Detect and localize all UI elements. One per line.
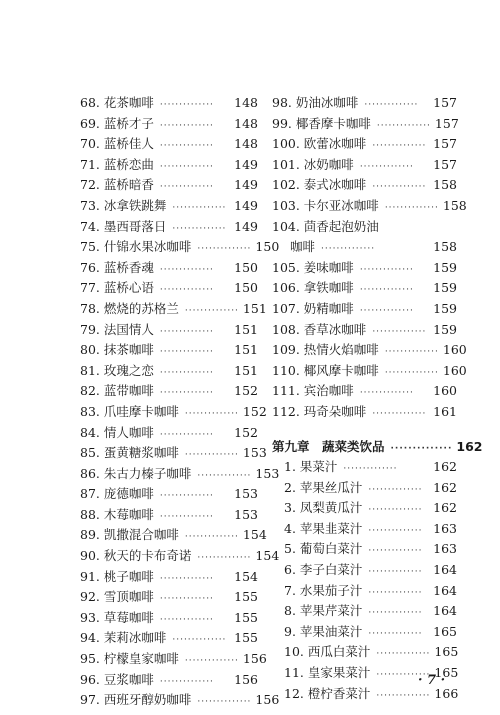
toc-entry-page: 152 (234, 383, 258, 399)
toc-entry-multiline-first (272, 217, 457, 238)
toc-entry (80, 299, 267, 320)
toc-entry-page: 150 (255, 239, 280, 255)
toc-entry-page: 149 (234, 218, 258, 234)
toc-right-column (272, 93, 483, 704)
toc-entry (80, 340, 258, 361)
toc-entry-page: 156 (242, 651, 267, 667)
toc-entry-title: 73. 冰拿铁跳舞 (80, 197, 167, 213)
toc-entry (272, 498, 457, 519)
toc-entry (272, 601, 457, 622)
toc-entry (272, 381, 457, 402)
toc-entry (80, 505, 258, 526)
toc-entry-page: 157 (434, 115, 459, 131)
dot-leader: ·············· (159, 573, 214, 584)
toc-entry (272, 457, 457, 478)
dot-leader: ·············· (384, 347, 439, 358)
chapter-heading (272, 437, 483, 458)
toc-entry (80, 217, 258, 238)
dot-leader: ·············· (184, 532, 239, 543)
toc-entry-title: 102. 泰式冰咖啡 (272, 177, 367, 193)
dot-leader: ·············· (368, 525, 423, 536)
toc-entry (80, 320, 258, 341)
toc-entry (80, 237, 280, 258)
dot-leader: ·············· (159, 141, 214, 152)
toc-entry (272, 519, 457, 540)
toc-entry (80, 649, 267, 670)
toc-entry-title: 111. 宾治咖啡 (272, 383, 354, 399)
toc-entry (80, 670, 258, 691)
toc-entry-page: 156 (234, 671, 258, 687)
toc-entry (80, 423, 258, 444)
toc-entry-title: 84. 情人咖啡 (80, 424, 154, 440)
dot-leader: ·············· (159, 511, 214, 522)
toc-entry-page: 151 (234, 321, 258, 337)
toc-entry (80, 628, 258, 649)
toc-entry-page: 164 (433, 582, 457, 598)
toc-entry-page: 162 (433, 479, 457, 495)
dot-leader: ·············· (372, 408, 427, 419)
dot-leader: ·············· (384, 202, 439, 213)
toc-entry (80, 196, 258, 217)
toc-entry (272, 299, 457, 320)
dot-leader: ·············· (359, 161, 414, 172)
toc-entry-title: 100. 欧蕾冰咖啡 (272, 136, 367, 152)
dot-leader: ·············· (159, 264, 214, 275)
toc-entry (80, 443, 267, 464)
toc-entry-page: 166 (434, 685, 459, 701)
toc-entry-page: 162 (456, 438, 483, 454)
toc-entry (272, 560, 457, 581)
chapter-spacer (272, 423, 457, 437)
toc-entry-page: 158 (433, 239, 457, 255)
dot-leader: ·············· (343, 464, 398, 475)
toc-entry-title: 72. 蓝桥暗香 (80, 177, 154, 193)
dot-leader: ·············· (159, 429, 214, 440)
toc-entry-page: 154 (242, 527, 267, 543)
dot-leader: ·············· (368, 628, 423, 639)
toc-entry-title: 6. 李子白菜汁 (284, 562, 363, 578)
toc-entry-page: 155 (234, 589, 258, 605)
toc-entry-title: 90. 秋天的卡布奇诺 (80, 548, 192, 564)
dot-leader: ·············· (359, 305, 414, 316)
dot-leader: ·············· (197, 697, 252, 708)
dot-leader: ·············· (321, 244, 376, 255)
dot-leader: ·············· (159, 326, 214, 337)
dot-leader: ·············· (159, 285, 214, 296)
toc-entry-title: 95. 柠檬皇家咖啡 (80, 651, 179, 667)
toc-entry (80, 258, 258, 279)
toc-entry-title: 97. 西班牙醇奶咖啡 (80, 692, 192, 708)
toc-entry (272, 539, 457, 560)
dot-leader: ·············· (368, 505, 423, 516)
toc-entry (80, 361, 258, 382)
dot-leader: ·············· (368, 546, 423, 557)
toc-entry (272, 278, 457, 299)
toc-entry-page: 159 (433, 321, 457, 337)
toc-entry-title: 104. 茴香起泡奶油 (272, 218, 379, 234)
dot-leader: ·············· (172, 202, 227, 213)
dot-leader: ·············· (359, 264, 414, 275)
toc-entry (80, 278, 258, 299)
toc-entry-title: 109. 热情火焰咖啡 (272, 342, 379, 358)
toc-entry-page: 160 (442, 362, 467, 378)
toc-entry-page: 162 (433, 500, 457, 516)
toc-entry-title: 110. 椰风摩卡咖啡 (272, 362, 379, 378)
toc-entry-page: 148 (234, 136, 258, 152)
toc-entry-title: 82. 蓝带咖啡 (80, 383, 154, 399)
toc-entry (272, 478, 457, 499)
toc-entry-title: 88. 木莓咖啡 (80, 506, 154, 522)
toc-entry-title: 68. 花茶咖啡 (80, 95, 154, 110)
dot-leader: ·············· (172, 635, 227, 646)
toc-entry (80, 93, 258, 114)
dot-leader: ·············· (159, 120, 214, 131)
toc-entry-page: 153 (242, 445, 267, 461)
toc-entry-title: 91. 桃子咖啡 (80, 568, 154, 584)
dot-leader: ·············· (184, 305, 239, 316)
toc-entry-title: 87. 庞德咖啡 (80, 486, 154, 502)
toc-entry-page: 153 (255, 465, 280, 481)
toc-entry (80, 587, 258, 608)
dot-leader: ·············· (197, 470, 252, 481)
toc-entry (272, 622, 457, 643)
dot-leader: ·············· (159, 676, 214, 687)
toc-entry-page: 155 (234, 630, 258, 646)
toc-entry (80, 402, 267, 423)
toc-entry-page: 165 (434, 644, 459, 660)
toc-entry-title: 86. 朱古力榛子咖啡 (80, 465, 192, 481)
toc-entry-title: 70. 蓝桥佳人 (80, 136, 154, 152)
dot-leader: ·············· (376, 690, 431, 701)
toc-entry (80, 608, 258, 629)
toc-entry-page: 161 (433, 403, 457, 419)
toc-entry-title: 74. 墨西哥落日 (80, 218, 167, 234)
dot-leader: ·············· (376, 649, 431, 660)
toc-entry-page: 157 (433, 136, 457, 152)
toc-entry (272, 581, 457, 602)
toc-entry (272, 155, 457, 176)
toc-entry-page: 148 (234, 95, 258, 110)
toc-entry-page: 159 (433, 300, 457, 316)
toc-entry (272, 361, 467, 382)
toc-entry-page: 160 (433, 383, 457, 399)
dot-leader: ·············· (184, 450, 239, 461)
toc-entry-page: 163 (433, 520, 457, 536)
toc-entry-title: 99. 椰香摩卡咖啡 (272, 115, 371, 131)
dot-leader: ·············· (159, 100, 214, 110)
toc-entry-page: 152 (234, 424, 258, 440)
toc-entry-page: 157 (433, 156, 457, 172)
toc-entry (272, 93, 457, 114)
dot-leader: ·············· (390, 443, 453, 454)
toc-entry-title: 85. 蛋黄糖浆咖啡 (80, 445, 179, 461)
toc-entry-title: 103. 卡尔亚冰咖啡 (272, 197, 379, 213)
toc-entry-title: 1. 果菜汁 (284, 459, 338, 475)
dot-leader: ·············· (384, 367, 439, 378)
toc-entry-title: 7. 水果茄子汁 (284, 582, 363, 598)
toc-entry-title: 10. 西瓜白菜汁 (284, 644, 371, 660)
toc-entry-page: 163 (433, 541, 457, 557)
toc-entry-page: 156 (255, 692, 280, 708)
toc-entry-page: 151 (234, 342, 258, 358)
toc-entry (272, 196, 467, 217)
dot-leader: ·············· (159, 367, 214, 378)
toc-entry (80, 690, 280, 711)
dot-leader: ·············· (159, 388, 214, 399)
toc-entry-title: 9. 苹果油菜汁 (284, 623, 363, 639)
toc-entry-page: 158 (442, 197, 467, 213)
toc-entry-page: 157 (433, 95, 457, 110)
toc-entry (80, 155, 258, 176)
toc-entry (272, 175, 457, 196)
toc-entry (80, 381, 258, 402)
toc-entry-title: 75. 什锦水果冰咖啡 (80, 239, 192, 255)
toc-entry (80, 464, 280, 485)
toc-entry (272, 402, 457, 423)
toc-entry-title: 2. 苹果丝瓜汁 (284, 479, 363, 495)
toc-entry (272, 258, 457, 279)
dot-leader: ·············· (376, 120, 431, 131)
toc-entry-title: 4. 苹果韭菜汁 (284, 520, 363, 536)
dot-leader: ·············· (159, 182, 214, 193)
toc-entry-page: 158 (433, 177, 457, 193)
toc-entry-title: 12. 橙柠香菜汁 (284, 685, 371, 701)
toc-entry-title: 96. 豆浆咖啡 (80, 671, 154, 687)
toc-entry-page: 149 (234, 177, 258, 193)
toc-entry-page: 153 (234, 486, 258, 502)
toc-entry-page: 150 (234, 259, 258, 275)
toc-entry-title: 89. 凯撒混合咖啡 (80, 527, 179, 543)
toc-entry-page: 154 (255, 548, 280, 564)
toc-entry-title: 80. 抹茶咖啡 (80, 342, 154, 358)
toc-entry-title-continued: 咖啡 (290, 239, 316, 255)
toc-entry (80, 134, 258, 155)
toc-entry-page: 165 (433, 623, 457, 639)
toc-entry-title: 8. 苹果芹菜汁 (284, 603, 363, 619)
toc-entry-page: 151 (242, 300, 267, 316)
toc-entry-page: 149 (234, 156, 258, 172)
dot-leader: ·············· (364, 100, 419, 110)
toc-entry-title: 第九章 蔬菜类饮品 (272, 438, 385, 454)
toc-left-column (80, 93, 280, 711)
toc-entry-title: 107. 奶精咖啡 (272, 300, 354, 316)
dot-leader: ·············· (184, 408, 239, 419)
toc-entry-title: 101. 冰奶咖啡 (272, 156, 354, 172)
toc-entry-page: 149 (234, 197, 258, 213)
toc-entry-page: 162 (433, 459, 457, 475)
dot-leader: ·············· (359, 285, 414, 296)
toc-entry-title: 11. 皇家果菜汁 (284, 665, 371, 681)
toc-entry-title: 81. 玫瑰之恋 (80, 362, 154, 378)
toc-entry-page: 154 (234, 568, 258, 584)
toc-entry-page: 155 (234, 609, 258, 625)
dot-leader: ·············· (359, 388, 414, 399)
dot-leader: ·············· (159, 594, 214, 605)
dot-leader: ·············· (368, 608, 423, 619)
toc-entry-title: 76. 蓝桥香魂 (80, 259, 154, 275)
toc-entry (272, 114, 457, 135)
dot-leader: ·············· (368, 484, 423, 495)
toc-entry-title: 92. 雪顶咖啡 (80, 589, 154, 605)
toc-entry-title: 112. 玛奇朵咖啡 (272, 403, 367, 419)
dot-leader: ·············· (159, 614, 214, 625)
dot-leader: ·············· (184, 656, 239, 667)
toc-entry-title: 98. 奶油冰咖啡 (272, 95, 359, 110)
toc-entry (80, 114, 258, 135)
toc-entry (80, 525, 267, 546)
toc-entry-page: 152 (242, 403, 267, 419)
toc-entry-title: 71. 蓝桥恋曲 (80, 156, 154, 172)
toc-entry-title: 77. 蓝桥心语 (80, 280, 154, 296)
toc-entry-page: 148 (234, 115, 258, 131)
dot-leader: ·············· (368, 587, 423, 598)
toc-entry-title: 106. 拿铁咖啡 (272, 280, 354, 296)
dot-leader: ·············· (372, 182, 427, 193)
toc-entry-title: 78. 燃烧的苏格兰 (80, 300, 179, 316)
toc-entry-title: 105. 姜味咖啡 (272, 259, 354, 275)
toc-entry-title: 83. 爪哇摩卡咖啡 (80, 403, 179, 419)
toc-entry-page: 165 (434, 665, 459, 681)
dot-leader: ·············· (372, 141, 427, 152)
toc-entry (80, 484, 258, 505)
toc-entry-title: 5. 葡萄白菜汁 (284, 541, 363, 557)
dot-leader: ·············· (197, 553, 252, 564)
toc-entry-title: 93. 草莓咖啡 (80, 609, 154, 625)
toc-entry-page: 160 (442, 342, 467, 358)
dot-leader: ·············· (172, 223, 227, 234)
toc-entry (80, 175, 258, 196)
toc-entry-page: 159 (433, 280, 457, 296)
toc-entry-title: 108. 香草冰咖啡 (272, 321, 367, 337)
toc-entry (80, 567, 258, 588)
toc-entry-multiline-second (272, 237, 457, 258)
toc-entry-page: 164 (433, 603, 457, 619)
toc-entry-page: 159 (433, 259, 457, 275)
toc-entry-page: 164 (433, 562, 457, 578)
dot-leader: ·············· (376, 670, 431, 681)
toc-entry (80, 546, 280, 567)
toc-entry (272, 320, 457, 341)
toc-entry-title: 94. 茉莉冰咖啡 (80, 630, 167, 646)
dot-leader: ·············· (159, 161, 214, 172)
dot-leader: ·············· (372, 326, 427, 337)
dot-leader: ·············· (368, 567, 423, 578)
toc-entry (272, 340, 467, 361)
toc-entry (272, 134, 457, 155)
toc-entry-title: 69. 蓝桥才子 (80, 115, 154, 131)
dot-leader: ·············· (159, 347, 214, 358)
toc-entry-page: 151 (234, 362, 258, 378)
toc-entry (272, 642, 457, 663)
toc-entry-title: 3. 凤梨黄瓜汁 (284, 500, 363, 516)
toc-entry-page: 150 (234, 280, 258, 296)
dot-leader: ·············· (159, 491, 214, 502)
dot-leader: ·············· (197, 244, 252, 255)
toc-entry-page: 153 (234, 506, 258, 522)
toc-entry-title: 79. 法国情人 (80, 321, 154, 337)
page-number: · 7 · (418, 673, 446, 688)
